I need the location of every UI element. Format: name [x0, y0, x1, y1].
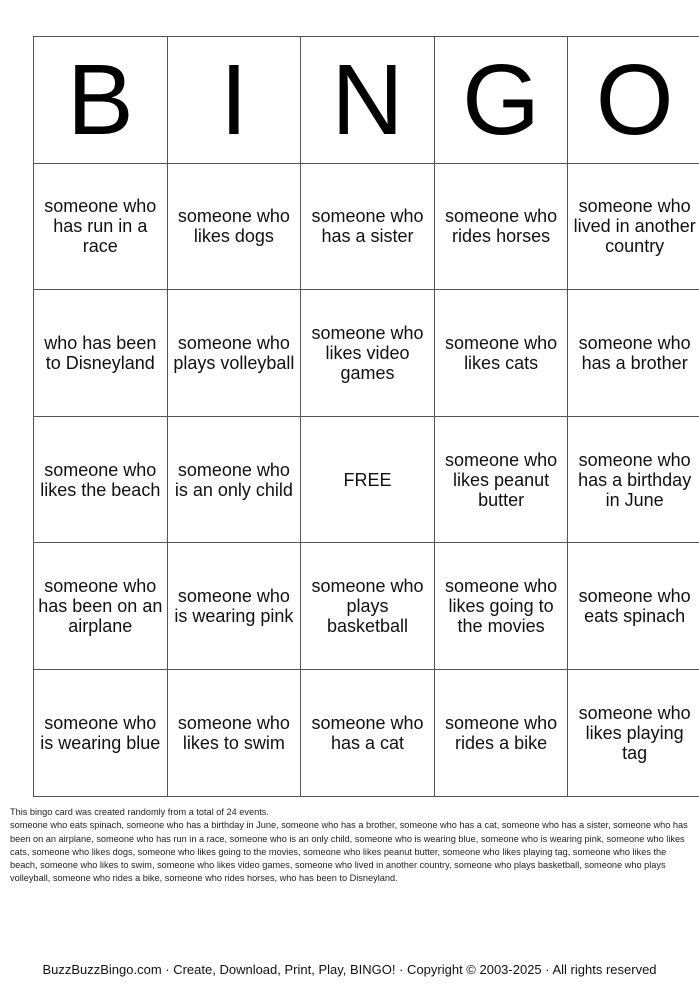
free-space-cell: FREE	[301, 416, 435, 543]
bingo-cell: someone who has a sister	[301, 163, 435, 290]
bingo-cell: someone who rides horses	[434, 163, 568, 290]
bingo-cell: someone who has a brother	[568, 290, 699, 417]
bingo-cell: someone who plays volleyball	[167, 290, 301, 417]
grid-row	[34, 163, 699, 290]
header-letter-o: O	[568, 37, 699, 164]
bingo-cell: someone who eats spinach	[568, 543, 699, 670]
bingo-cell: someone who rides a bike	[434, 669, 568, 796]
bingo-cell: someone who has a cat	[301, 669, 435, 796]
bingo-cell: someone who has been on an airplane	[34, 543, 168, 670]
bingo-cell: someone who has a birthday in June	[568, 416, 699, 543]
bingo-cell: someone who likes playing tag	[568, 669, 699, 796]
header-letter-g: G	[434, 37, 568, 164]
bingo-card	[33, 36, 699, 797]
header-row	[34, 37, 699, 164]
header-letter-b: B	[34, 37, 168, 164]
bingo-cell: someone who likes going to the movies	[434, 543, 568, 670]
bingo-cell: who has been to Disneyland	[34, 290, 168, 417]
bingo-cell: someone who is wearing pink	[167, 543, 301, 670]
footer-copyright: BuzzBuzzBingo.com · Create, Download, Print, Play, BINGO! · Copyright © 2003-2025 · All rights reserved	[42, 962, 657, 977]
event-list: someone who eats spinach, someone who has a birthday in June, someone who has a brother, someone who has a cat, someone who has a sister, someone who has been on an airplane, someone who has run in a race, someone who is an only child, someone who is wearing blue, someone who is wearing pink, someone who likes cats, someone who likes dogs, someone who likes going to the movies, someone who likes peanut butter, someone who likes playing tag, someone who likes the beach, someone who likes to swim, someone who likes video games, someone who lived in another country, someone who plays basketball, someone who plays volleyball, someone who rides a bike, someone who rides horses, who has been to Disneyland.	[10, 820, 688, 884]
grid-row	[34, 543, 699, 670]
bingo-cell: someone who is wearing blue	[34, 669, 168, 796]
bingo-cell: someone who lived in another country	[568, 163, 699, 290]
header-letter-i: I	[167, 37, 301, 164]
bingo-cell: someone who likes cats	[434, 290, 568, 417]
header-letter-n: N	[301, 37, 435, 164]
grid-row	[34, 669, 699, 796]
grid-row	[34, 290, 699, 417]
bingo-cell: someone who likes dogs	[167, 163, 301, 290]
bingo-cell: someone who likes peanut butter	[434, 416, 568, 543]
bingo-cell: someone who likes to swim	[167, 669, 301, 796]
grid-row	[34, 416, 699, 543]
bingo-cell: someone who likes the beach	[34, 416, 168, 543]
card-summary: This bingo card was created randomly from a total of 24 events.	[10, 807, 269, 817]
card-info	[10, 806, 692, 886]
bingo-cell: someone who likes video games	[301, 290, 435, 417]
bingo-cell: someone who is an only child	[167, 416, 301, 543]
bingo-cell: someone who plays basketball	[301, 543, 435, 670]
bingo-cell: someone who has run in a race	[34, 163, 168, 290]
